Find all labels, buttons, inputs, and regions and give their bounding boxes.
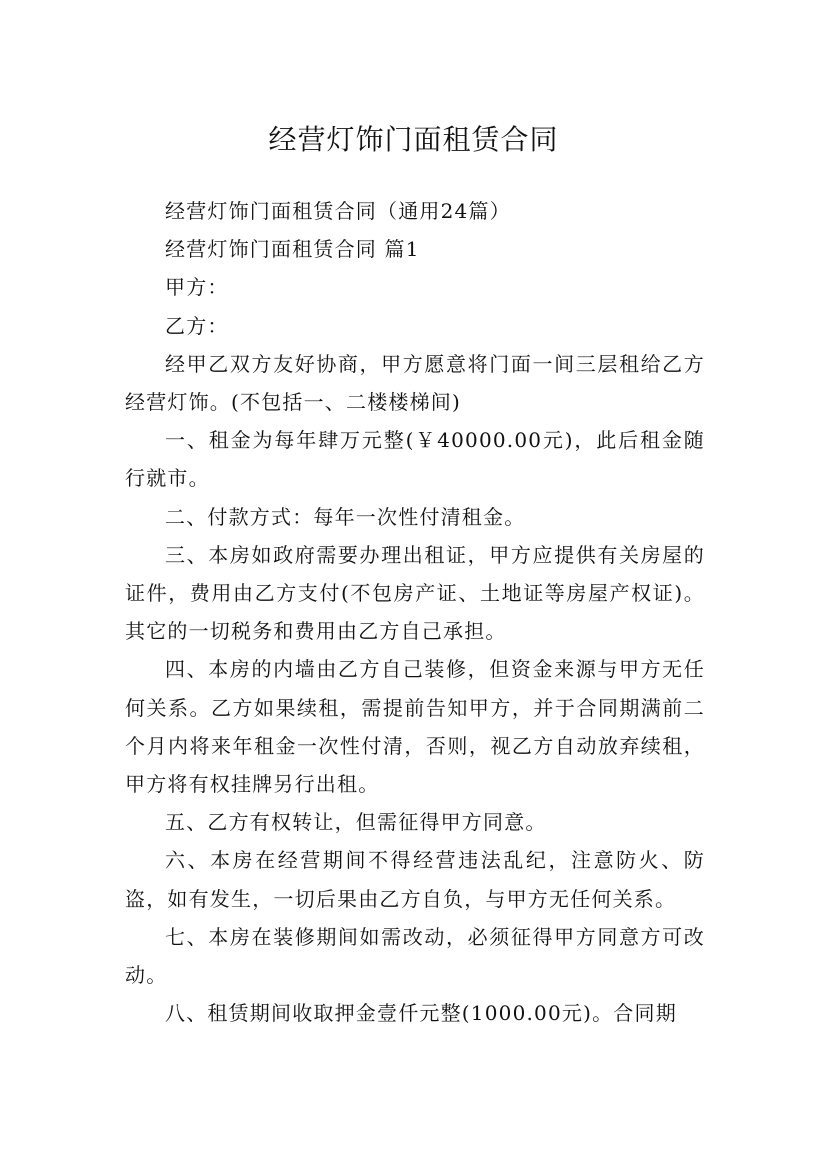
paragraph-subtitle: 经营灯饰门面租赁合同（通用24篇） [165, 199, 511, 223]
paragraph-clause-1: 一、租金为每年肆万元整(￥40000.00元)，此后租金随行就市。 [125, 428, 705, 491]
paragraph-party-b: 乙方： [165, 313, 229, 338]
paragraph-clause-2: 二、付款方式：每年一次性付清租金。 [165, 504, 526, 529]
paragraph-clause-8: 八、租赁期间收取押金壹仟元整(1000.00元)。合同期 [165, 1001, 677, 1026]
paragraph-intro: 经甲乙双方友好协商，甲方愿意将门面一间三层租给乙方经营灯饰。(不包括一、二楼楼梯间) [125, 351, 705, 415]
paragraph-clause-4: 四、本房的内墙由乙方自己装修，但资金来源与甲方无任何关系。乙方如果续租，需提前告知甲方，并于合同期满前二个月内将来年租金一次性付清，否则，视乙方自动放弃续租，甲方将有权挂牌另行出租。 [125, 657, 705, 797]
paragraph-clause-6: 六、本房在经营期间不得经营违法乱纪，注意防火、防盗，如有发生，一切后果由乙方自负，与甲方无任何关系。 [125, 848, 705, 911]
paragraph-clause-5: 五、乙方有权转让，但需征得甲方同意。 [165, 810, 547, 835]
paragraph-section-heading: 经营灯饰门面租赁合同 篇1 [165, 237, 420, 262]
paragraph-party-a: 甲方： [165, 275, 229, 300]
document-title: 经营灯饰门面租赁合同 [268, 122, 559, 156]
paragraph-clause-3: 三、本房如政府需要办理出租证，甲方应提供有关房屋的证件，费用由乙方支付(不包房产证、土地证等房屋产权证)。其它的一切税务和费用由乙方自己承担。 [125, 542, 705, 644]
paragraph-clause-7: 七、本房在装修期间如需改动，必须征得甲方同意方可改动。 [125, 924, 705, 988]
document-body [125, 192, 705, 1032]
